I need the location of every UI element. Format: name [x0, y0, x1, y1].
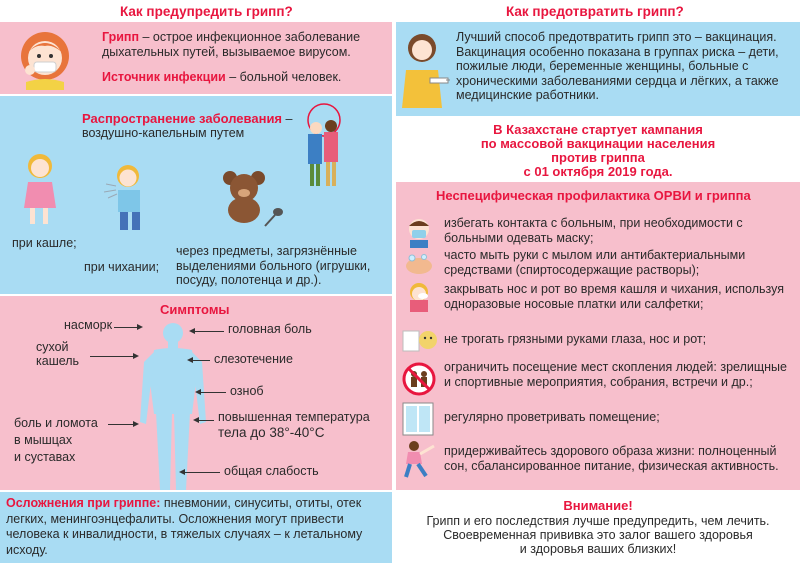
spread-subtitle: воздушно-капельным путем	[82, 126, 245, 140]
complications-term: Осложнения при гриппе:	[6, 496, 161, 510]
flu-definition-text: – острое инфекционное заболевание дыхательных путей, вызываемое вирусом.	[102, 30, 361, 59]
fever-label-2: тела до 38°-40°С	[218, 425, 325, 440]
vaccination-text: Лучший способ предотвратить грипп это – вакцинация. Вакцинация особенно показана в группах риска – дети, пожилые люди, беременные женщины, больные с хроническими заболеваниями сердца и лёгких, а также медицинские работники.	[456, 30, 779, 102]
headache-pointer	[194, 331, 224, 332]
nonspecific-panel	[396, 182, 800, 490]
aches-label-2: в мышцах	[14, 433, 73, 447]
fever-label-1: повышенная температура	[218, 410, 370, 424]
no-touch-face-icon	[402, 328, 438, 354]
flu-definition-panel	[0, 22, 392, 94]
headache-label: головная боль	[228, 322, 312, 336]
vaccination-panel	[396, 22, 800, 116]
sick-girl-icon	[12, 28, 78, 90]
tears-label: слезотечение	[214, 352, 293, 366]
cough-label: при кашле;	[12, 236, 77, 250]
infection-source-term: Источник инфекции	[102, 70, 226, 84]
teddy-bear-icon	[220, 168, 268, 224]
dry-cough-pointer	[90, 356, 134, 357]
attention-title: Внимание!	[563, 498, 633, 513]
nonspecific-item-4: не трогать грязными руками глаза, нос и рот;	[444, 332, 707, 346]
chills-label: озноб	[230, 384, 264, 398]
chills-pointer	[200, 392, 226, 393]
campaign-line-4: с 01 октября 2019 года.	[523, 164, 673, 179]
avert-title: Как предотвратить грипп?	[506, 4, 684, 19]
nonspecific-item-5: ограничить посещение мест скопления людей: зрелищные и спортивные мероприятия, собрания, встречи и др.;	[444, 360, 787, 389]
runny-nose-pointer	[114, 327, 138, 328]
tears-pointer	[192, 360, 210, 361]
family-icon	[298, 102, 348, 188]
aches-pointer	[108, 424, 134, 425]
exercise-icon	[402, 440, 436, 478]
nonspecific-item-3: закрывать нос и рот во время кашля и чихания, используя одноразовые носовые платки или салфетки;	[444, 282, 784, 311]
nonspecific-item-7: придерживайтесь здорового образа жизни: полноценный сон, сбалансированное питание, физическая активность.	[444, 444, 779, 473]
weakness-pointer	[184, 472, 220, 473]
attention-panel	[396, 492, 800, 563]
mask-icon	[406, 218, 432, 248]
sneezing-child-icon	[102, 162, 162, 232]
nonspecific-item-6: регулярно проветривать помещение;	[444, 410, 660, 424]
complications-panel	[0, 492, 392, 563]
fever-pointer	[198, 420, 214, 421]
spread-title: Распространение заболевания	[82, 111, 283, 126]
prevent-title: Как предупредить грипп?	[120, 4, 293, 19]
flu-term: Грипп	[102, 30, 140, 44]
symptoms-title: Симптомы	[160, 302, 230, 317]
aches-label-1: боль и ломота	[14, 416, 98, 430]
campaign-line-2: по массовой вакцинации населения	[480, 136, 716, 151]
dry-cough-label-1: сухой	[36, 340, 69, 354]
spread-panel: Распространение заболевания – воздушно-капельным путем при кашле; при чихании; через предметы, загрязнённые выделениями больного (игрушки, посуду, полотенца и др.).	[0, 96, 392, 294]
handwash-icon	[404, 252, 434, 276]
campaign-line-1: В Казахстане стартует кампания	[493, 122, 703, 137]
symptoms-panel	[0, 296, 392, 490]
campaign-line-3: против гриппа	[551, 150, 645, 165]
no-crowds-icon	[402, 362, 436, 396]
coughing-child-icon	[18, 152, 62, 226]
aches-label-3: и суставах	[14, 450, 76, 464]
infection-source-text: – больной человек.	[225, 70, 342, 84]
complications-text: пневмонии, синуситы, отиты, отек легких, менингоэнцефалиты. Осложнения могут привести человека к инвалидности, в тяжелых случаях – к летальному исходу.	[6, 496, 363, 557]
attention-line-1: Грипп и его последствия лучше предупредить, чем лечить.	[426, 514, 770, 528]
vaccination-icon	[400, 30, 450, 110]
nonspecific-title: Неспецифическая профилактика ОРВИ и гриппа	[436, 188, 751, 203]
nonspecific-item-2: часто мыть руки с мылом или антибактериальными средствами (спиртосодержащие растворы);	[444, 248, 746, 277]
cover-cough-icon	[406, 282, 432, 312]
campaign-panel	[396, 116, 800, 180]
window-icon	[402, 402, 434, 436]
attention-line-2: Своевременная прививка это залог вашего здоровья	[443, 528, 753, 542]
human-body-icon	[140, 322, 206, 490]
prevent-section	[0, 0, 392, 22]
weakness-label: общая слабость	[224, 464, 319, 478]
sneeze-label: при чихании;	[84, 260, 160, 274]
attention-line-3: и здоровья ваших близких!	[519, 542, 677, 556]
spoon-icon	[262, 206, 284, 228]
dry-cough-label-2: кашель	[36, 354, 80, 368]
avert-header	[396, 0, 800, 22]
objects-label: через предметы, загрязнённые выделениями больного (игрушки, посуду, полотенца и др.).	[176, 244, 371, 287]
nonspecific-item-1: избегать контакта с больным, при необходимости с больными одевать маску;	[444, 216, 743, 245]
runny-nose-label: насморк	[64, 318, 113, 332]
